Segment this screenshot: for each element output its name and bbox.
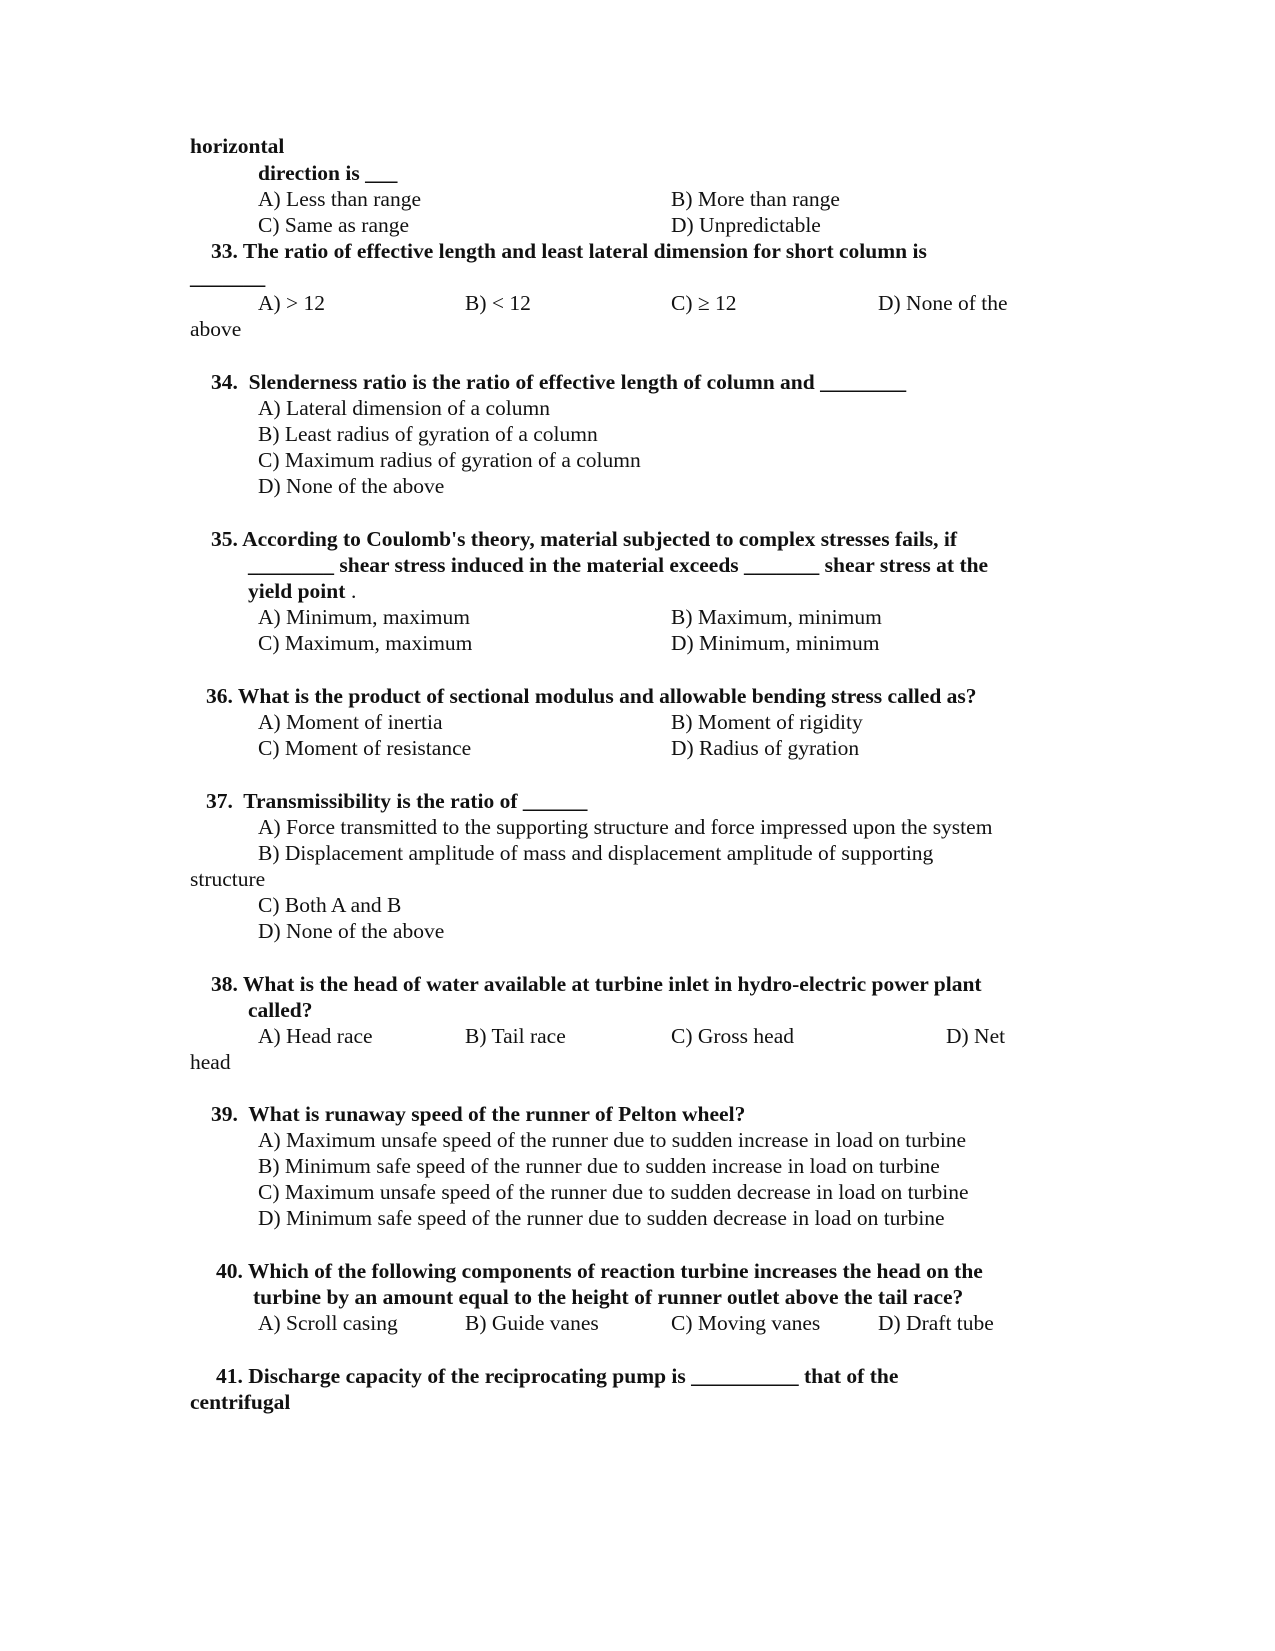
text-line: D) None of the above <box>258 474 445 498</box>
text-line: _______ <box>190 265 266 289</box>
text-line: 41. Discharge capacity of the reciprocating pump is __________ that of the <box>216 1364 899 1388</box>
text-line: 38. What is the head of water available at turbine inlet in hydro-electric power plant <box>211 972 982 996</box>
text-line: ________ shear stress induced in the material exceeds _______ shear stress at the <box>248 553 989 577</box>
text-line: 34. Slenderness ratio is the ratio of effective length of column and ________ <box>211 370 907 394</box>
text-line: A) Scroll casing <box>258 1311 398 1335</box>
text-line: D) Unpredictable <box>671 213 821 237</box>
text-line: B) Guide vanes <box>465 1311 599 1335</box>
text-line: 40. Which of the following components of reaction turbine increases the head on the <box>216 1259 983 1283</box>
text-line: B) More than range <box>671 187 840 211</box>
text-line: horizontal <box>190 134 285 158</box>
text-line: C) Maximum unsafe speed of the runner due to sudden decrease in load on turbine <box>258 1180 969 1204</box>
text-line: D) Minimum safe speed of the runner due to sudden decrease in load on turbine <box>258 1206 945 1230</box>
text-line: A) Maximum unsafe speed of the runner due to sudden increase in load on turbine <box>258 1128 967 1152</box>
text-line: D) Radius of gyration <box>671 736 860 760</box>
text-line: yield point <box>248 579 346 603</box>
text-line: D) None of the above <box>258 919 445 943</box>
text-line: turbine by an amount equal to the height of runner outlet above the tail race? <box>253 1285 964 1309</box>
text-line: B) Maximum, minimum <box>671 605 882 629</box>
text-line: C) ≥ 12 <box>671 291 737 315</box>
text-line: A) Moment of inertia <box>258 710 443 734</box>
text-line: D) Draft tube <box>878 1311 994 1335</box>
text-line: 37. Transmissibility is the ratio of ______ <box>206 789 588 813</box>
text-line: structure <box>190 867 266 891</box>
text-line: A) Lateral dimension of a column <box>258 396 550 420</box>
text-line: A) > 12 <box>258 291 326 315</box>
text-line: direction is ___ <box>258 161 398 185</box>
text-line: 39. What is runaway speed of the runner of Pelton wheel? <box>211 1102 746 1126</box>
text-line: B) Moment of rigidity <box>671 710 863 734</box>
text-line: C) Same as range <box>258 213 410 237</box>
text-line: A) Head race <box>258 1024 373 1048</box>
text-line: centrifugal <box>190 1390 291 1414</box>
text-line: A) Force transmitted to the supporting structure and force impressed upon the system <box>258 815 993 839</box>
text-line: above <box>190 317 242 341</box>
text-line: C) Maximum, maximum <box>258 631 473 655</box>
text-line: B) Minimum safe speed of the runner due to sudden increase in load on turbine <box>258 1154 940 1178</box>
text-line: A) Less than range <box>258 187 421 211</box>
text-line: D) Net <box>946 1024 1006 1048</box>
text-line: C) Gross head <box>671 1024 795 1048</box>
text-line: C) Moving vanes <box>671 1311 821 1335</box>
text-line: B) Least radius of gyration of a column <box>258 422 598 446</box>
text-line: C) Moment of resistance <box>258 736 472 760</box>
text-line: B) Tail race <box>465 1024 566 1048</box>
text-line: B) < 12 <box>465 291 531 315</box>
text-line: . <box>351 579 357 603</box>
text-line: C) Maximum radius of gyration of a column <box>258 448 641 472</box>
text-line: 36. What is the product of sectional modulus and allowable bending stress called as? <box>206 684 977 708</box>
text-line: D) Minimum, minimum <box>671 631 880 655</box>
text-line: head <box>190 1050 231 1074</box>
text-line: D) None of the <box>878 291 1008 315</box>
text-line: A) Minimum, maximum <box>258 605 471 629</box>
text-line: B) Displacement amplitude of mass and displacement amplitude of supporting <box>258 841 934 865</box>
text-line: 33. The ratio of effective length and least lateral dimension for short column is <box>211 239 927 263</box>
text-line: called? <box>248 998 313 1022</box>
text-line: 35. According to Coulomb's theory, material subjected to complex stresses fails, if <box>211 527 958 551</box>
text-line: C) Both A and B <box>258 893 402 917</box>
